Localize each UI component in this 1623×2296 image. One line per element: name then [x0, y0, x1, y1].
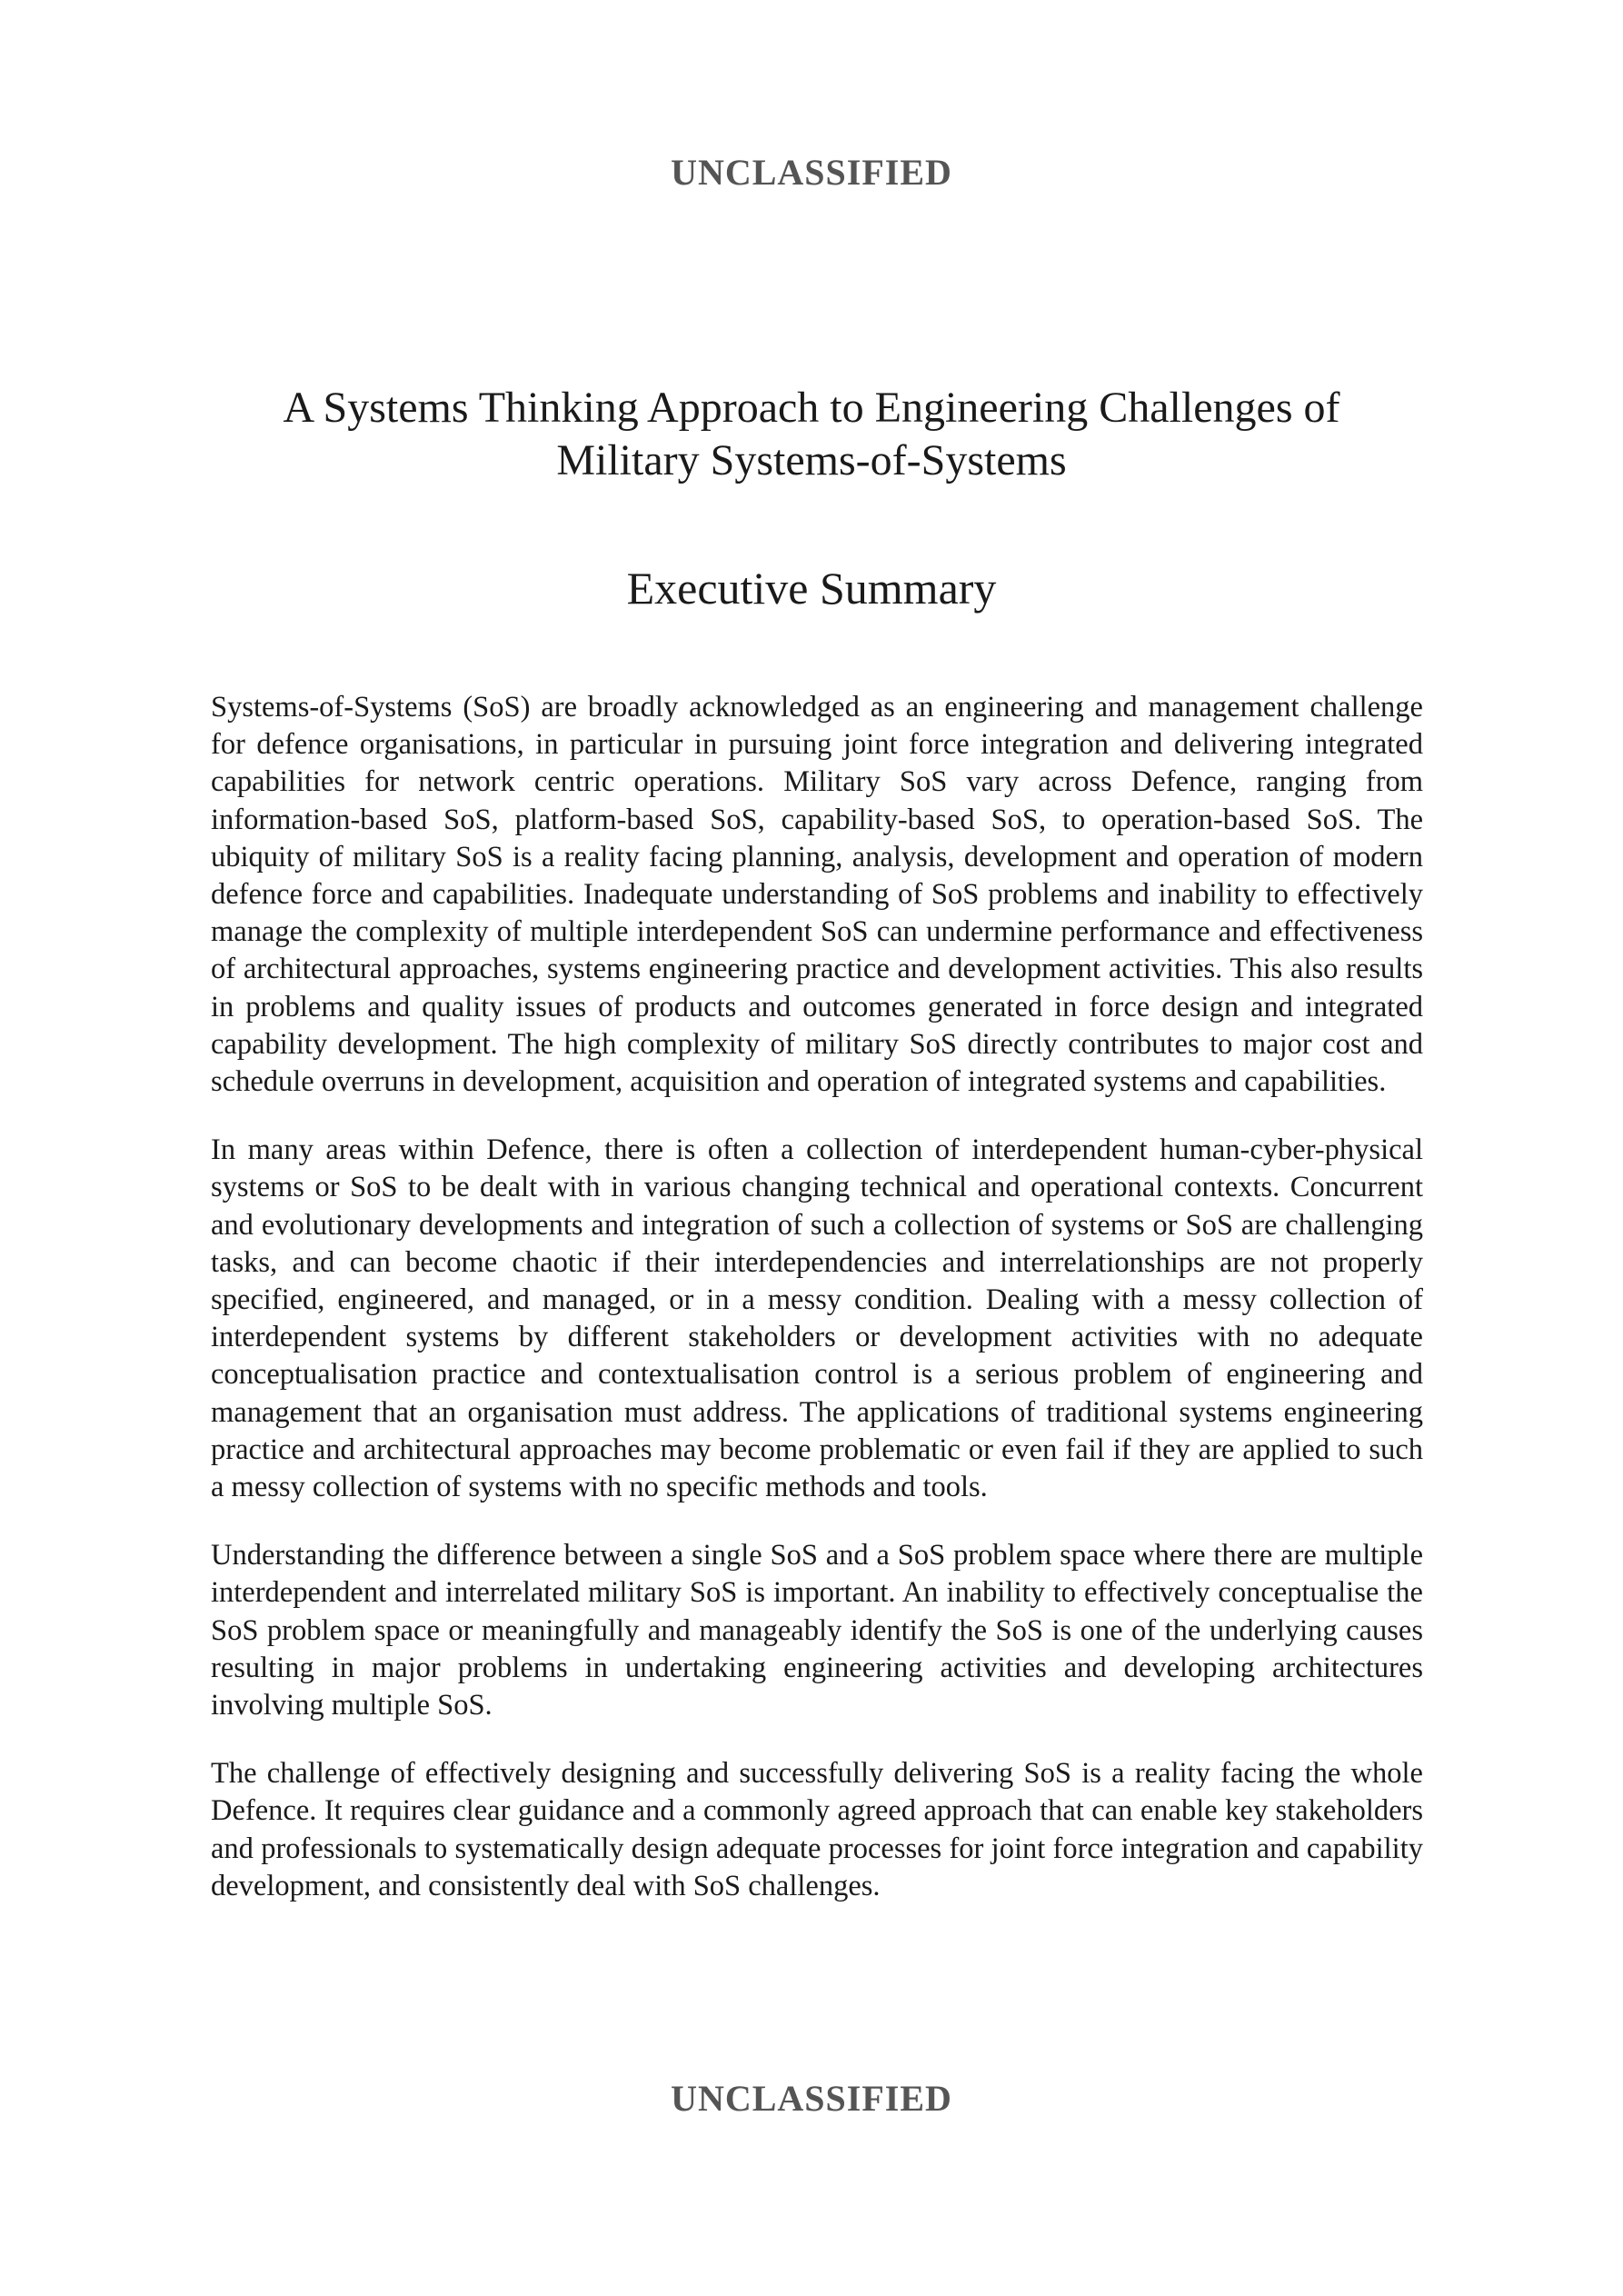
section-heading: Executive Summary: [626, 563, 997, 614]
paragraph-4: The challenge of effectively designing and successfully delivering SoS is a reality facing the whole Defence. It requires clear guidance and a commonly agreed approach that can enable key stakeholders and professionals to systematically design adequate processes for joint force integration and capability development, and consistently deal with SoS challenges.: [211, 1757, 1423, 1902]
paragraph-3: Understanding the difference between a single SoS and a SoS problem space where there are multiple interdependent and interrelated military SoS is important. An inability to effectively conceptualise the SoS problem space or meaningfully and manageably identify the SoS is one of the underlying causes resulting in major problems in undertaking engineering activities and developing architectures involving multiple SoS.: [211, 1539, 1423, 1722]
document-title-line-1: A Systems Thinking Approach to Engineering Challenges of: [283, 384, 1340, 432]
classification-footer: UNCLASSIFIED: [671, 2078, 952, 2119]
document-title: [182, 382, 1441, 487]
paragraph-2: In many areas within Defence, there is often a collection of interdependent human-cyber-physical systems or SoS to be dealt with in various changing technical and operational contexts. Concurrent and evolutionary developments and integration of such a collection of systems or SoS are challenging tasks, and can become chaotic if their interdependencies and interrelationships are not properly specified, engineered, and managed, or in a messy condition. Dealing with a messy collection of interdependent systems by different stakeholders or development activities with no adequate conceptualisation practice and contextualisation control is a serious problem of engineering and management that an organisation must address. The applications of traditional systems engineering practice and architectural approaches may become problematic or even fail if they are applied to such a messy collection of systems with no specific methods and tools.: [211, 1133, 1423, 1504]
body-text: [211, 689, 1423, 1936]
paragraph-1: Systems-of-Systems (SoS) are broadly acknowledged as an engineering and management challenge for defence organisations, in particular in pursuing joint force integration and delivering integrated capabilities for network centric operations. Military SoS vary across Defence, ranging from information-based SoS, platform-based SoS, capability-based SoS, to operation-based SoS. The ubiquity of military SoS is a reality facing planning, analysis, development and operation of modern defence force and capabilities. Inadequate understanding of SoS problems and inability to effectively manage the complexity of multiple interdependent SoS can undermine performance and effectiveness of architectural approaches, systems engineering practice and development activities. This also results in problems and quality issues of products and outcomes generated in force design and integrated capability development. The high complexity of military SoS directly contributes to major cost and schedule overruns in development, acquisition and operation of integrated systems and capabilities.: [211, 691, 1423, 1099]
classification-header: UNCLASSIFIED: [671, 152, 952, 193]
document-title-line-2: Military Systems-of-Systems: [556, 436, 1067, 484]
